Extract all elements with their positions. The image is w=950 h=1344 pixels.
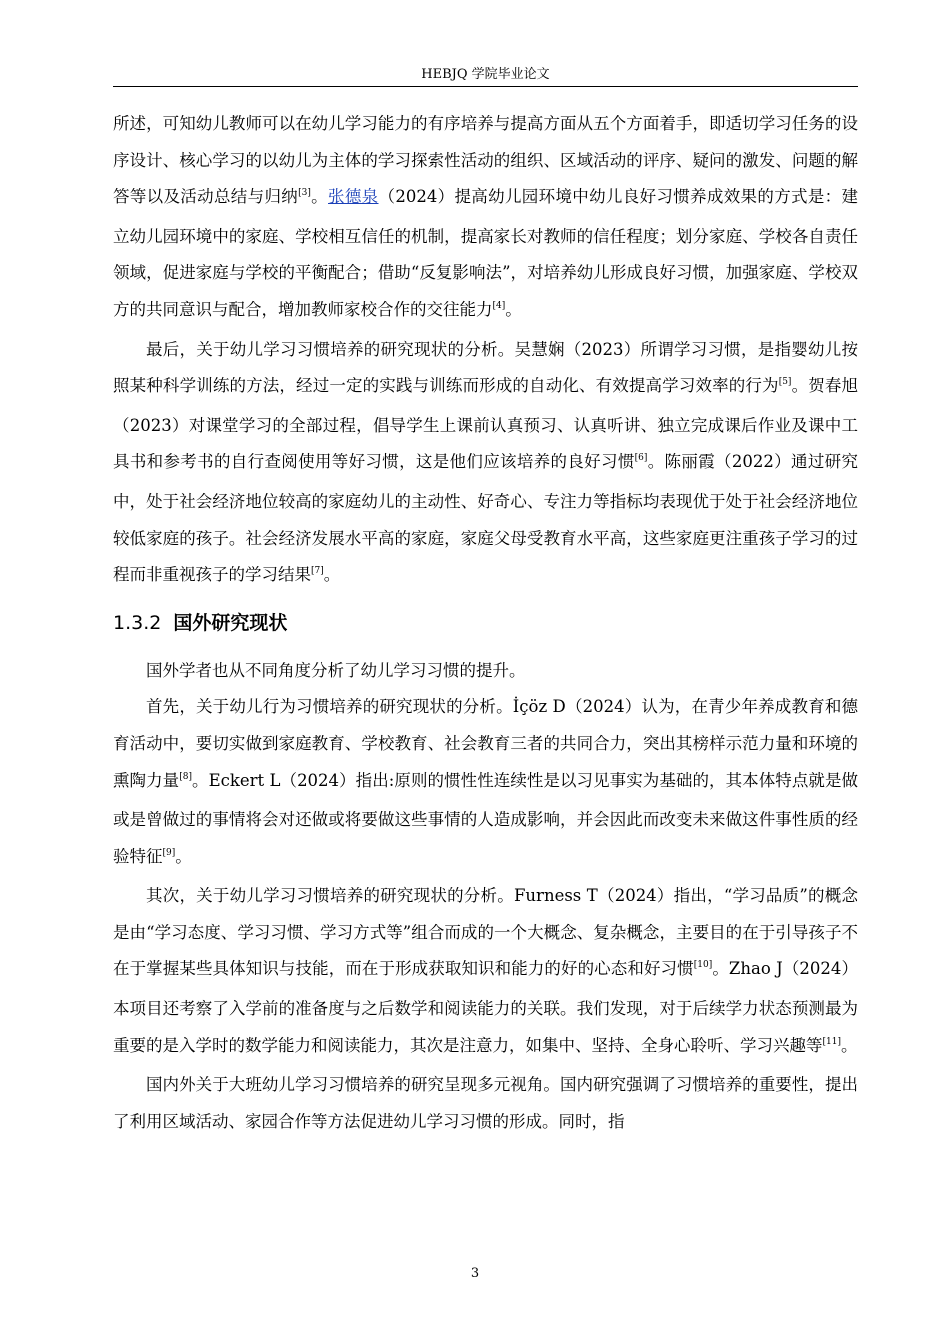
- paragraph-text: 。: [323, 565, 341, 585]
- section-number: 1.3.2: [113, 611, 162, 634]
- paragraph-text: 。贺春旭（2023）对课堂学习的全部过程，倡导学生上课前认真预习、认真听讲、独立完成课后作业及课中工具书和参考书的自行查阅使用等好习惯，这是他们应该培养的良好习惯: [113, 376, 859, 472]
- paragraph-text: 最后，关于幼儿学习习惯培养的研究现状的分析。吴慧娴（2023）所谓学习习惯，是指婴幼儿按照某种科学训练的方法，经过一定的实践与训练而形成的自动化、有效提高学习效率的行为: [113, 339, 858, 396]
- paragraph-text: 其次，关于幼儿学习习惯培养的研究现状的分析。Furness T（2024）指出，“学习品质”的概念是由“学习态度、学习习惯、学习方式等”组合而成的一个大概念、复杂概念，主要目的在于引导孩子不在于掌握某些具体知识与技能，而在于形成获取知识和能力的好的心态和好习惯: [113, 886, 858, 979]
- paragraph-text: 。陈丽霞（2022）通过研究中，处于社会经济地位较高的家庭幼儿的主动性、好奇心、专注力等指标均表现优于处于社会经济地位较低家庭的孩子。社会经济发展水平高的家庭，家庭父母受教育水平高，这些家庭更注重孩子学习的过程而非重视孩子的学习结果: [113, 452, 858, 585]
- paragraph-4: [113, 689, 858, 878]
- paragraph-text: 。: [840, 1035, 858, 1055]
- citation-ref[interactable]: [4]: [492, 300, 506, 311]
- page-body: [113, 106, 858, 1140]
- paragraph-text: 。Zhao J（2024）本项目还考察了入学前的准备度与之后数学和阅读能力的关联。我们发现，对于后续学力状态预测最为重要的是入学时的数学能力和阅读能力，其次是注意力，如集中、坚持、全身心聆听、学习兴趣等: [113, 959, 859, 1055]
- citation-ref[interactable]: [11]: [822, 1036, 841, 1047]
- paragraph-5: [113, 878, 858, 1067]
- paragraph-text: 所述，可知幼儿教师可以在幼儿学习能力的有序培养与提高方面从五个方面着手，即适切学习任务的设序设计、核心学习的以幼儿为主体的学习探索性活动的组织、区域活动的评序、疑问的激发、问题的解答等以及活动总结与归纳: [113, 114, 858, 207]
- citation-ref[interactable]: [5]: [778, 377, 792, 388]
- paragraph-text: 首先，关于幼儿行为习惯培养的研究现状的分析。İçöz D（2024）认为，在青少年养成教育和德育活动中，要切实做到家庭教育、学校教育、社会教育三者的共同合力，突出其榜样示范力量和环境的熏陶力量: [113, 697, 858, 790]
- paragraph-2: [113, 332, 858, 597]
- citation-ref[interactable]: [9]: [162, 847, 176, 858]
- citation-ref[interactable]: [6]: [634, 453, 648, 464]
- citation-ref[interactable]: [10]: [693, 960, 713, 971]
- citation-ref[interactable]: [7]: [311, 566, 324, 577]
- page-number: 3: [470, 1266, 480, 1281]
- author-link[interactable]: 张德泉: [328, 187, 379, 207]
- citation-ref[interactable]: [3]: [298, 188, 311, 199]
- citation-ref[interactable]: [8]: [179, 771, 192, 782]
- paragraph-text: 。: [175, 846, 192, 866]
- paragraph-3: 国外学者也从不同角度分析了幼儿学习习惯的提升。: [146, 660, 526, 680]
- section-title: 国外研究现状: [173, 611, 288, 634]
- paragraph-1: [113, 106, 858, 332]
- page-header: HEBJQ 学院毕业论文: [113, 64, 858, 87]
- paragraph-text: 。: [310, 187, 329, 207]
- paragraph-text: （2024）提高幼儿园环境中幼儿良好习惯养成效果的方式是：建立幼儿园环境中的家庭、学校相互信任的机制，提高家长对教师的信任程度；划分家庭、学校各自责任领域，促进家庭与学校的平衡配合；借助“反复影响法”，对培养幼儿形成良好习惯，加强家庭、学校双方的共同意识与配合，增加教师家校合作的交往能力: [113, 187, 859, 319]
- paragraph-text: 。: [505, 299, 522, 319]
- paragraph-text: 。Eckert L（2024）指出:原则的惯性性连续性是以习见事实为基础的，其本体特点就是做或是曾做过的事情将会对还做或将要做这些事情的人造成影响，并会因此而改变未来做这件事性质的经验特征: [113, 770, 859, 866]
- paragraph-6: 国内外关于大班幼儿学习习惯培养的研究呈现多元视角。国内研究强调了习惯培养的重要性，提出了利用区域活动、家园合作等方法促进幼儿学习习惯的形成。同时，指: [113, 1075, 858, 1131]
- section-heading: [113, 611, 858, 635]
